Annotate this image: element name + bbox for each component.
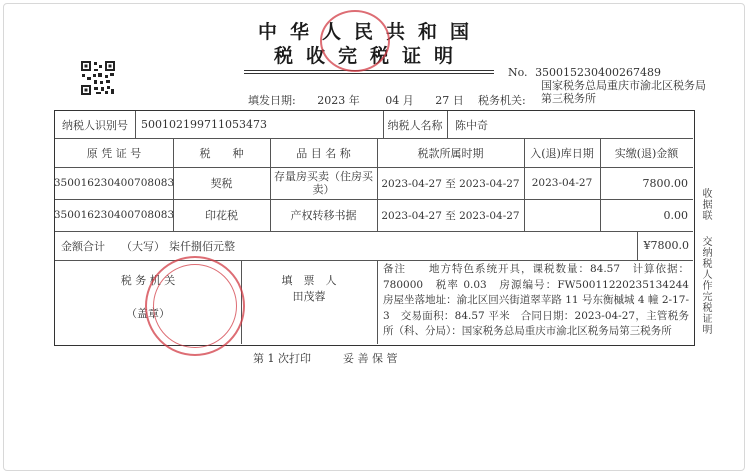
tax-office-label: 税 务 机 关 [120,274,176,287]
title-seal-stamp [320,10,390,72]
row2-period: 2023-04-27 至 2023-04-27 [381,209,520,222]
header-period: 税款所属时期 [417,146,484,160]
row1-tax-type: 契税 [210,177,233,190]
row1-item: 存量房买卖（住房买卖） [274,170,373,196]
taxpayer-name-label: 纳税人名称 [387,118,443,132]
total-upper-value: 柒仟捌佰元整 [169,239,235,253]
filler-name: 田茂蓉 [292,290,326,303]
row1-voucher: 350016230400708083 [53,177,175,189]
seal-label: （盖章） [126,307,170,320]
total-amount: ¥7800.0 [643,239,689,252]
taxpayer-id-value: 500102199711053473 [141,118,267,131]
number-value: 350015230400267489 [535,66,662,79]
filler-label: 填 票 人 [281,274,337,287]
row2-voucher: 350016230400708083 [53,209,175,221]
qr-code-icon [80,60,116,96]
side-text-receipt: 收据联 [700,188,711,221]
taxpayer-id-label: 纳税人识别号 [62,118,128,132]
header-date: 入(退)库日期 [530,146,594,160]
row2-tax-type: 印花税 [205,209,238,222]
title-underline [244,70,494,74]
fill-date [248,92,464,108]
row1-date: 2023-04-27 [531,177,593,189]
tax-authority: 国家税务总局重庆市渝北区税务局第三税务所 [541,79,706,105]
header-item: 品 目 名 称 [296,146,351,160]
row2-amount: 0.00 [663,208,688,222]
total-label: 金额合计 [61,239,105,253]
row2-item: 产权转移书据 [290,209,357,222]
certificate-number [508,66,661,79]
print-count: 第 1 次打印 [253,352,311,365]
title-line-1: 中华人民共和国 [257,21,482,43]
remarks: 备注 地方特色系统开具，课税数量：84.57 计算依据：780000 税率 0.03 房源编号：FW50011220235134244 房屋坐落地址：渝北区回兴街道翠苹路 11 号东衡槭城 4 幢 2-17-3 交易面积：84.57 平米 合同日期：2023-04-27，主管税务所（科、分局）：国家税务总局重庆市渝北区税务局第三税务所 [383,263,700,337]
fill-date-year: 2023 年 [317,94,360,107]
tax-office-seal-inner-ring [153,264,237,348]
row1-amount: 7800.00 [642,176,688,190]
title-line-2: 税收完税证明 [273,45,466,67]
header-tax-type: 税 种 [199,146,244,160]
total-upper-label: （大写） [121,239,165,253]
keep-note: 妥 善 保 管 [343,352,398,365]
tax-authority-label: 税务机关: [478,94,526,107]
fill-date-day: 27 日 [435,94,464,107]
taxpayer-name-value: 陈中奇 [455,118,488,132]
header-voucher: 原 凭 证 号 [86,146,142,160]
side-text-certificate: 交纳税人作完税证明 [700,236,711,335]
fill-date-month: 04 月 [385,94,414,107]
number-label: No. [508,66,528,79]
header-amount: 实缴(退)金额 [614,146,679,160]
row1-period: 2023-04-27 至 2023-04-27 [381,177,520,190]
fill-date-label: 填发日期: [248,94,296,107]
row2-date [524,199,600,231]
